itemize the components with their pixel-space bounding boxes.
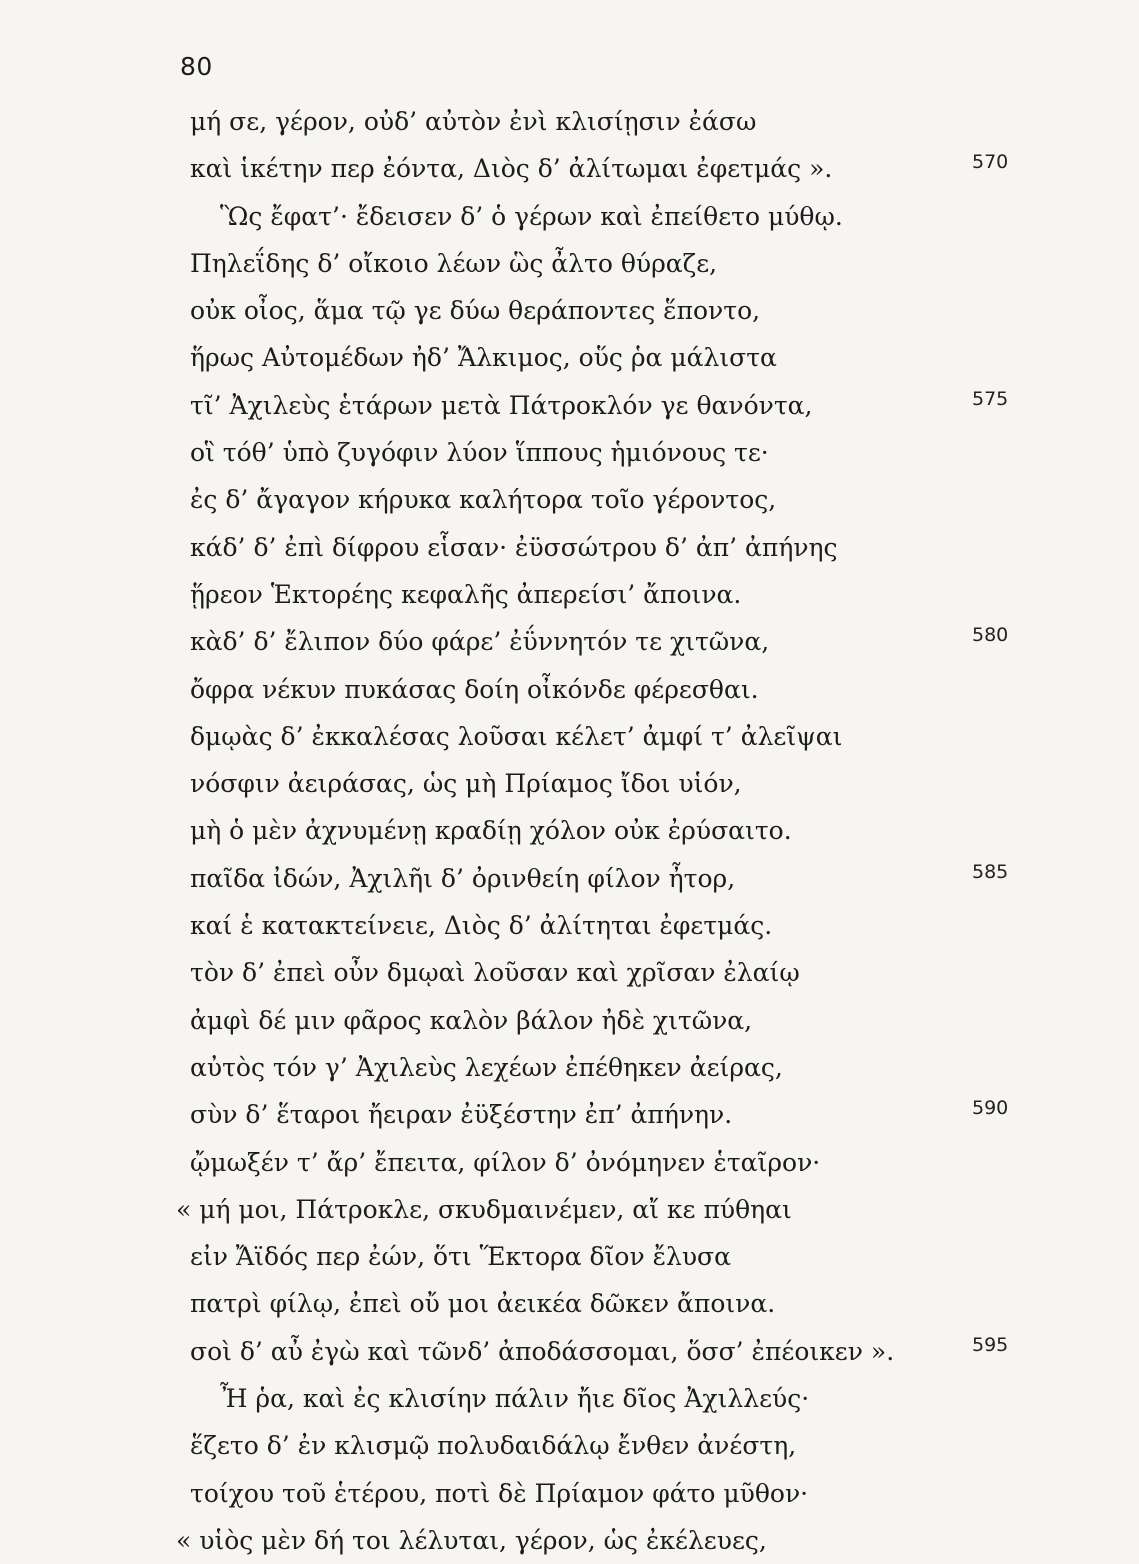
verse-text: νόσφιν ἀειράσας, ὡς μὴ Πρίαμος ἴδοι υἱόν,	[190, 769, 742, 799]
verse-text: δμῳὰς δ’ ἐκκαλέσας λοῦσαι κέλετ’ ἀμφί τ’ ἀλεῖψαι	[190, 721, 843, 751]
verse-line	[190, 949, 1030, 996]
verse-text: ᾕρεον Ἑκτορέης κεφαλῆς ἀπερείσι’ ἄποινα.	[190, 579, 742, 609]
verse-line	[190, 240, 1030, 287]
verse-line	[190, 1044, 1030, 1091]
verse-text: εἰν Ἄϊδός περ ἐών, ὅτι Ἕκτορα δῖον ἔλυσα	[190, 1242, 732, 1272]
verse-line	[190, 193, 1030, 240]
verse-line	[190, 476, 1030, 523]
verse-text: κάδ’ δ’ ἐπὶ δίφρου εἷσαν· ἐϋσσώτρου δ’ ἀπ’ ἀπήνης	[190, 532, 838, 562]
verse-text: οὐκ οἶος, ἅμα τῷ γε δύω θεράποντες ἕποντο,	[190, 296, 761, 326]
verse-text: πατρὶ φίλῳ, ἐπεὶ οὔ μοι ἀεικέα δῶκεν ἄποινα.	[190, 1289, 776, 1319]
verse-text: μὴ ὁ μὲν ἀχνυμένῃ κραδίῃ χόλον οὐκ ἐρύσαιτο.	[190, 816, 792, 846]
verse-text: καί ἑ κατακτείνειε, Διὸς δ’ ἀλίτηται ἐφετμάς.	[190, 911, 773, 941]
verse-line	[190, 618, 1030, 665]
verse-list	[176, 98, 1030, 1564]
verse-line	[190, 1280, 1030, 1327]
page-number: 80	[180, 52, 213, 81]
line-number: 595	[972, 1333, 1009, 1356]
verse-line	[176, 1517, 1030, 1564]
verse-text: Ὣς ἔφατ’· ἔδεισεν δ’ ὁ γέρων καὶ ἐπείθετο μύθῳ.	[220, 201, 843, 231]
verse-text: σὺν δ’ ἕταροι ἤειραν ἐϋξέστην ἐπ’ ἀπήνην.	[190, 1100, 733, 1130]
verse-text: οἳ τόθ’ ὑπὸ ζυγόφιν λύον ἵππους ἡμιόνους τε·	[190, 438, 769, 468]
verse-text: ὄφρα νέκυν πυκάσας δοίη οἶκόνδε φέρεσθαι.	[190, 674, 759, 704]
verse-line	[190, 524, 1030, 571]
verse-line	[190, 807, 1030, 854]
verse-text: ἥρως Αὐτομέδων ἠδ’ Ἄλκιμος, οὕς ῥα μάλιστα	[190, 343, 777, 373]
verse-line	[190, 287, 1030, 334]
verse-line	[176, 1186, 1030, 1233]
verse-text: ἐς δ’ ἄγαγον κήρυκα καλήτορα τοῖο γέροντος,	[190, 485, 777, 515]
verse-text: παῖδα ἰδών, Ἀχιλῆι δ’ ὀρινθείη φίλον ἦτορ,	[190, 863, 736, 893]
verse-line	[190, 1233, 1030, 1280]
verse-line	[190, 997, 1030, 1044]
verse-line	[190, 145, 1030, 192]
verse-line	[190, 1375, 1030, 1422]
line-number: 590	[972, 1097, 1009, 1120]
verse-text: κὰδ’ δ’ ἔλιπον δύο φάρε’ ἐΰννητόν τε χιτῶνα,	[190, 627, 770, 657]
verse-line	[190, 1328, 1030, 1375]
verse-text: Πηλεΐδης δ’ οἴκοιο λέων ὣς ἆλτο θύραζε,	[190, 248, 718, 278]
verse-text: « μή μοι, Πάτροκλε, σκυδμαινέμεν, αἴ κε πύθηαι	[176, 1194, 792, 1224]
verse-text: Ἦ ῥα, καὶ ἐς κλισίην πάλιν ἤιε δῖος Ἀχιλλεύς·	[220, 1384, 810, 1414]
line-number: 580	[972, 624, 1009, 647]
verse-line	[190, 382, 1030, 429]
verse-line	[190, 334, 1030, 381]
verse-line	[190, 98, 1030, 145]
line-number: 575	[972, 387, 1009, 410]
verse-line	[190, 666, 1030, 713]
verse-text: ἀμφὶ δέ μιν φᾶρος καλὸν βάλον ἠδὲ χιτῶνα,	[190, 1005, 753, 1035]
verse-line	[190, 571, 1030, 618]
verse-line	[190, 855, 1030, 902]
verse-line	[190, 1139, 1030, 1186]
verse-text: μή σε, γέρον, οὐδ’ αὐτὸν ἐνὶ κλισίῃσιν ἐάσω	[190, 107, 757, 136]
verse-text: τοίχου τοῦ ἑτέρου, ποτὶ δὲ Πρίαμον φάτο μῦθον·	[190, 1478, 809, 1508]
verse-text: τῖ’ Ἀχιλεὺς ἑτάρων μετὰ Πάτροκλόν γε θανόντα,	[190, 390, 813, 420]
verse-line	[190, 1091, 1030, 1138]
line-number: 570	[972, 151, 1009, 174]
verse-text: ἕζετο δ’ ἐν κλισμῷ πολυδαιδάλῳ ἔνθεν ἀνέστη,	[190, 1431, 797, 1461]
verse-text: τὸν δ’ ἐπεὶ οὖν δμῳαὶ λοῦσαν καὶ χρῖσαν ἐλαίῳ	[190, 958, 800, 988]
verse-text: καὶ ἱκέτην περ ἐόντα, Διὸς δ’ ἀλίτωμαι ἐφετμάς ».	[190, 154, 833, 184]
verse-text: ᾤμωξέν τ’ ἄρ’ ἔπειτα, φίλον δ’ ὀνόμηνεν ἑταῖρον·	[190, 1147, 821, 1177]
verse-line	[190, 713, 1030, 760]
verse-text: « υἱὸς μὲν δή τοι λέλυται, γέρον, ὡς ἐκέλευες,	[176, 1525, 767, 1555]
verse-text: αὐτὸς τόν γ’ Ἀχιλεὺς λεχέων ἐπέθηκεν ἀείρας,	[190, 1052, 783, 1082]
verse-line	[190, 429, 1030, 476]
line-number: 585	[972, 860, 1009, 883]
verse-line	[190, 902, 1030, 949]
verse-line	[190, 760, 1030, 807]
verse-text: σοὶ δ’ αὖ ἐγὼ καὶ τῶνδ’ ἀποδάσσομαι, ὅσσ’ ἐπέοικεν ».	[190, 1336, 895, 1366]
verse-line	[190, 1422, 1030, 1469]
verse-line	[190, 1470, 1030, 1517]
